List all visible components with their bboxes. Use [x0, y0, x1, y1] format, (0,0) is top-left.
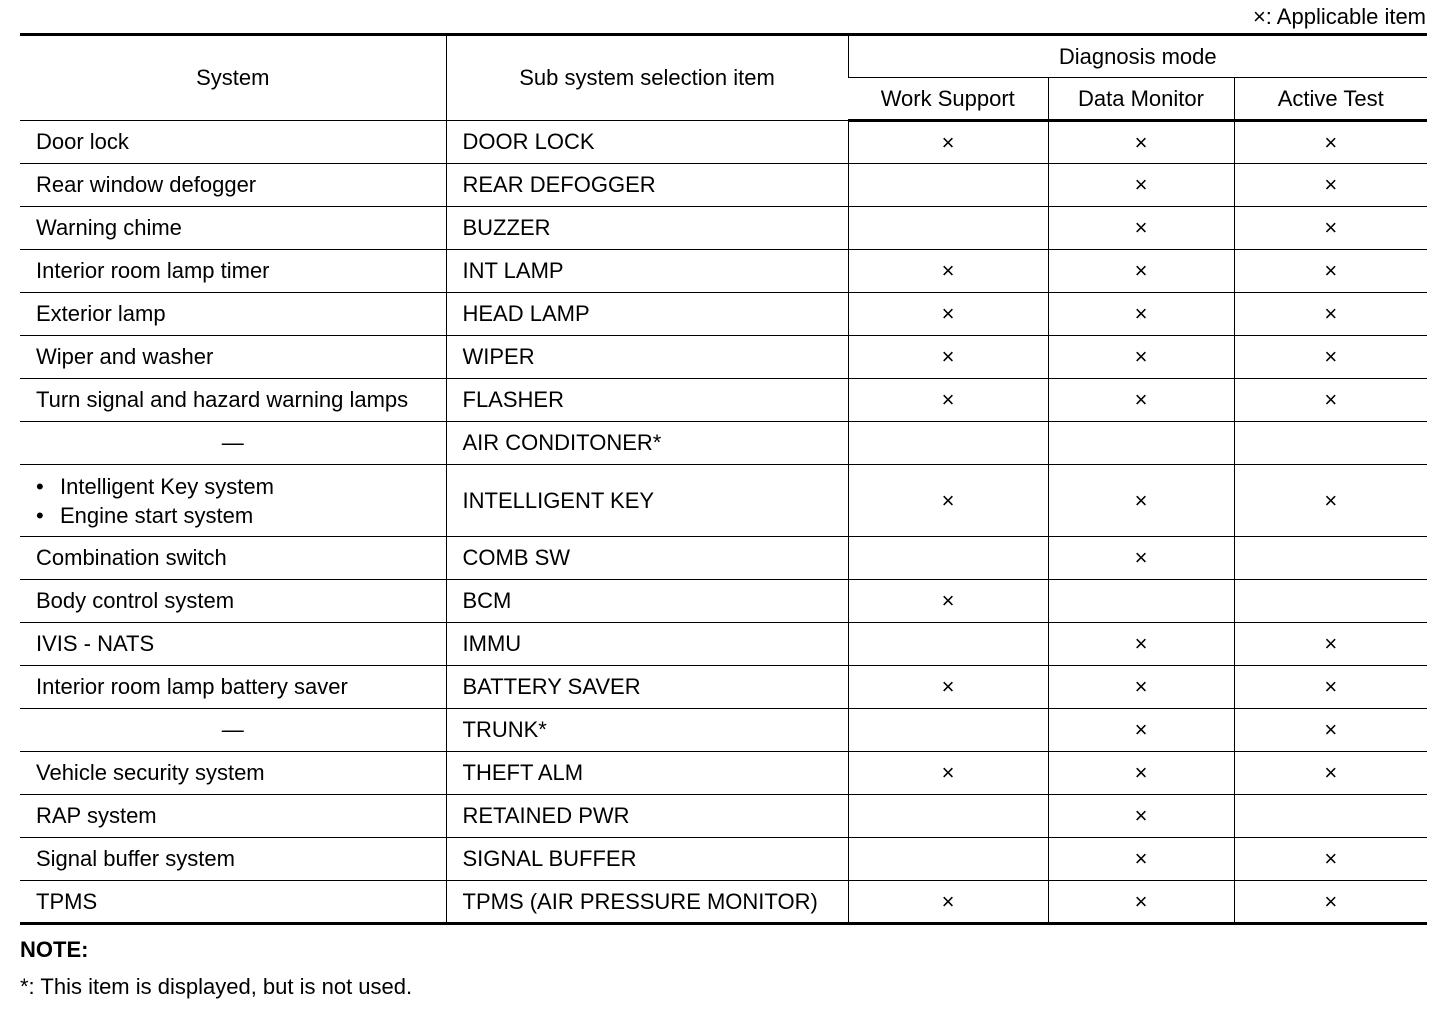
system-cell: TPMS — [20, 881, 446, 924]
work-support-mark — [848, 838, 1048, 881]
header-data-monitor: Data Monitor — [1048, 78, 1234, 121]
table-row — [20, 838, 1427, 881]
data-monitor-mark: × — [1048, 666, 1234, 709]
work-support-mark — [848, 422, 1048, 465]
system-cell: Rear window defogger — [20, 164, 446, 207]
diagnosis-table — [20, 33, 1427, 925]
table-row — [20, 537, 1427, 580]
sub-system-cell: FLASHER — [446, 379, 848, 422]
table-row — [20, 623, 1427, 666]
active-test-mark — [1234, 795, 1427, 838]
system-cell: RAP system — [20, 795, 446, 838]
table-row — [20, 465, 1427, 537]
table-row — [20, 379, 1427, 422]
work-support-mark: × — [848, 465, 1048, 537]
data-monitor-mark: × — [1048, 121, 1234, 164]
table-row — [20, 164, 1427, 207]
sub-system-cell: TPMS (AIR PRESSURE MONITOR) — [446, 881, 848, 924]
data-monitor-mark — [1048, 422, 1234, 465]
table-row — [20, 422, 1427, 465]
sub-system-cell: INT LAMP — [446, 250, 848, 293]
data-monitor-mark: × — [1048, 537, 1234, 580]
table-row — [20, 207, 1427, 250]
header-active-test: Active Test — [1234, 78, 1427, 121]
system-cell: Combination switch — [20, 537, 446, 580]
active-test-mark — [1234, 422, 1427, 465]
table-row — [20, 795, 1427, 838]
sub-system-cell: INTELLIGENT KEY — [446, 465, 848, 537]
table-row — [20, 881, 1427, 924]
work-support-mark — [848, 709, 1048, 752]
work-support-mark: × — [848, 752, 1048, 795]
system-cell: IVIS - NATS — [20, 623, 446, 666]
header-diagnosis-mode: Diagnosis mode — [848, 35, 1427, 78]
system-cell: Warning chime — [20, 207, 446, 250]
table-row — [20, 752, 1427, 795]
work-support-mark: × — [848, 121, 1048, 164]
active-test-mark — [1234, 580, 1427, 623]
sub-system-cell: BCM — [446, 580, 848, 623]
active-test-mark — [1234, 537, 1427, 580]
note-title: NOTE: — [20, 937, 89, 962]
data-monitor-mark: × — [1048, 795, 1234, 838]
data-monitor-mark: × — [1048, 293, 1234, 336]
system-cell: — — [20, 709, 446, 752]
active-test-mark: × — [1234, 709, 1427, 752]
work-support-mark — [848, 207, 1048, 250]
header-work-support: Work Support — [848, 78, 1048, 121]
header-sub-system: Sub system selection item — [446, 35, 848, 121]
work-support-mark: × — [848, 293, 1048, 336]
work-support-mark — [848, 164, 1048, 207]
data-monitor-mark: × — [1048, 623, 1234, 666]
sub-system-cell: AIR CONDITONER* — [446, 422, 848, 465]
sub-system-cell: HEAD LAMP — [446, 293, 848, 336]
sub-system-cell: SIGNAL BUFFER — [446, 838, 848, 881]
system-cell: Exterior lamp — [20, 293, 446, 336]
data-monitor-mark: × — [1048, 164, 1234, 207]
sub-system-cell: THEFT ALM — [446, 752, 848, 795]
system-cell: Door lock — [20, 121, 446, 164]
table-row — [20, 293, 1427, 336]
active-test-mark: × — [1234, 623, 1427, 666]
work-support-mark: × — [848, 580, 1048, 623]
system-bullet-item: • Intelligent Key system — [36, 472, 446, 501]
system-bullet-item: • Engine start system — [36, 501, 446, 530]
note-text: *: This item is displayed, but is not used. — [20, 974, 413, 999]
table-row — [20, 666, 1427, 709]
system-cell: Interior room lamp timer — [20, 250, 446, 293]
work-support-mark: × — [848, 250, 1048, 293]
data-monitor-mark: × — [1048, 881, 1234, 924]
work-support-mark — [848, 623, 1048, 666]
system-cell: Vehicle security system — [20, 752, 446, 795]
sub-system-cell: BUZZER — [446, 207, 848, 250]
data-monitor-mark: × — [1048, 250, 1234, 293]
active-test-mark: × — [1234, 752, 1427, 795]
work-support-mark: × — [848, 666, 1048, 709]
data-monitor-mark: × — [1048, 207, 1234, 250]
data-monitor-mark: × — [1048, 465, 1234, 537]
work-support-mark: × — [848, 881, 1048, 924]
active-test-mark: × — [1234, 164, 1427, 207]
data-monitor-mark: × — [1048, 838, 1234, 881]
table-row — [20, 336, 1427, 379]
sub-system-cell: BATTERY SAVER — [446, 666, 848, 709]
table-row — [20, 580, 1427, 623]
system-cell: Wiper and washer — [20, 336, 446, 379]
sub-system-cell: TRUNK* — [446, 709, 848, 752]
active-test-mark: × — [1234, 465, 1427, 537]
data-monitor-mark: × — [1048, 336, 1234, 379]
sub-system-cell: COMB SW — [446, 537, 848, 580]
system-bullet-list — [36, 472, 446, 530]
data-monitor-mark: × — [1048, 752, 1234, 795]
sub-system-cell: REAR DEFOGGER — [446, 164, 848, 207]
table-row — [20, 121, 1427, 164]
table-row — [20, 250, 1427, 293]
header-system: System — [20, 35, 446, 121]
system-cell: Turn signal and hazard warning lamps — [20, 379, 446, 422]
system-cell: Signal buffer system — [20, 838, 446, 881]
system-cell: — — [20, 422, 446, 465]
active-test-mark: × — [1234, 293, 1427, 336]
work-support-mark — [848, 795, 1048, 838]
active-test-mark: × — [1234, 379, 1427, 422]
data-monitor-mark: × — [1048, 379, 1234, 422]
data-monitor-mark — [1048, 580, 1234, 623]
data-monitor-mark: × — [1048, 709, 1234, 752]
active-test-mark: × — [1234, 666, 1427, 709]
active-test-mark: × — [1234, 121, 1427, 164]
system-cell: Interior room lamp battery saver — [20, 666, 446, 709]
active-test-mark: × — [1234, 336, 1427, 379]
work-support-mark — [848, 537, 1048, 580]
table-row — [20, 709, 1427, 752]
active-test-mark: × — [1234, 838, 1427, 881]
active-test-mark: × — [1234, 207, 1427, 250]
active-test-mark: × — [1234, 250, 1427, 293]
sub-system-cell: RETAINED PWR — [446, 795, 848, 838]
sub-system-cell: WIPER — [446, 336, 848, 379]
sub-system-cell: DOOR LOCK — [446, 121, 848, 164]
system-cell: Body control system — [20, 580, 446, 623]
diagnosis-table-body — [20, 121, 1427, 924]
sub-system-cell: IMMU — [446, 623, 848, 666]
work-support-mark: × — [848, 336, 1048, 379]
active-test-mark: × — [1234, 881, 1427, 924]
applicable-item-legend: ×: Applicable item — [1252, 4, 1426, 29]
system-cell — [20, 465, 446, 537]
work-support-mark: × — [848, 379, 1048, 422]
